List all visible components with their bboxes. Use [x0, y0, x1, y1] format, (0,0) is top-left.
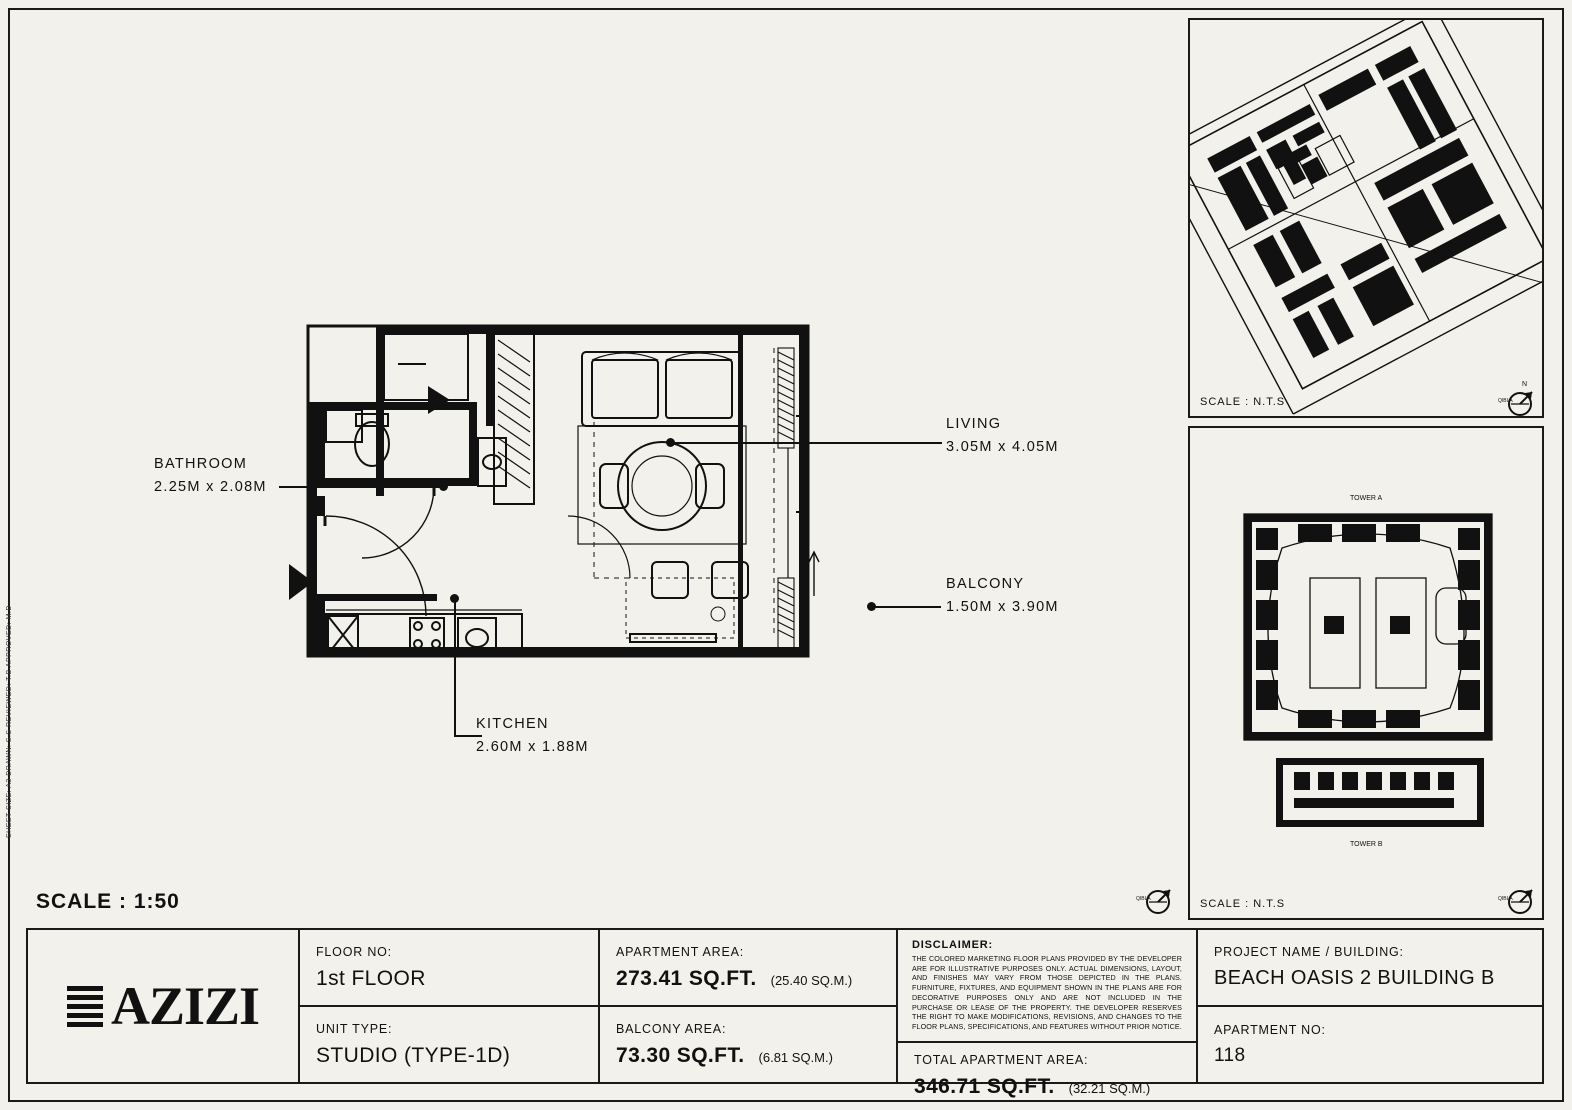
floor-plan-drawing — [26, 18, 1180, 920]
living-dims: 3.05M x 4.05M — [946, 439, 1059, 456]
apartment-area-metric: (25.40 SQ.M.) — [770, 972, 853, 988]
logo-bars-icon — [67, 986, 103, 1027]
plan-scale-label: SCALE : 1:50 — [36, 890, 180, 913]
svg-text:QIBLA: QIBLA — [1498, 398, 1513, 404]
floor-key-plan-scale: SCALE : N.T.S — [1200, 898, 1286, 910]
total-area-caption: TOTAL APARTMENT AREA: — [914, 1052, 1089, 1067]
total-area-metric: (32.21 SQ.M.) — [1068, 1080, 1151, 1096]
balcony-leader-line — [875, 606, 941, 608]
kitchen-dims: 2.60M x 1.88M — [476, 739, 589, 756]
compass-north-icon-floor — [1498, 880, 1532, 914]
title-block — [26, 928, 1544, 1098]
tower-b-label: TOWER B — [1350, 841, 1383, 848]
svg-text:N: N — [1522, 381, 1528, 388]
project-value: BEACH OASIS 2 BUILDING B — [1214, 967, 1495, 989]
balcony-area-caption: BALCONY AREA: — [616, 1021, 727, 1036]
floor-no-value: 1st FLOOR — [316, 966, 426, 990]
project-name-cell — [1198, 930, 1542, 1007]
bathroom-name: BATHROOM — [154, 456, 248, 472]
living-name: LIVING — [946, 416, 1002, 432]
unit-type-cell — [300, 1007, 598, 1082]
unit-type-caption: UNIT TYPE: — [316, 1021, 393, 1036]
bathroom-dims: 2.25M x 2.08M — [154, 479, 267, 496]
disclaimer-body: THE COLORED MARKETING FLOOR PLANS PROVIDED BY THE DEVELOPER ARE FOR ILLUSTRATIVE PURPOSES ONLY. ACTUAL DIMENSIONS, LAYOUT, AND FINISHES MAY VARY FROM THOSE DEPICTED IN THE PLANS. FURNITURE, FIXTURES, AND EQUIPMENT SHOWN IN THE PLANS ARE FOR DECORATIVE PURPOSES ONLY AND ARE NOT INCLUDED IN THE PURCHASE OR LEASE OF THE PROPERTY. THE DEVELOPER RESERVES THE RIGHT TO MAKE MODIFICATIONS, REVISIONS, AND CHANGES TO THE FLOOR PLANS, SPECIFICATIONS, AND FEATURES WITHOUT PRIOR NOTICE. — [912, 954, 1182, 1032]
room-label-kitchen — [476, 713, 589, 759]
project-column — [1198, 930, 1542, 1082]
total-area-value: 346.71 SQ.FT. — [914, 1074, 1055, 1098]
balcony-area-cell — [600, 1007, 896, 1082]
apartment-area-value: 273.41 SQ.FT. — [616, 966, 757, 990]
total-area-cell — [898, 1043, 1196, 1109]
floor-key-plan-panel — [1188, 426, 1544, 920]
room-label-living — [946, 413, 1059, 459]
logo-text: AZIZI — [110, 976, 260, 1036]
floor-key-plan-vector — [1190, 428, 1542, 918]
living-leader-line — [674, 442, 942, 444]
unit-type-value: STUDIO (TYPE-1D) — [316, 1043, 511, 1067]
disclaimer-caption: DISCLAIMER: — [912, 939, 993, 951]
sheet-edge-note: SHEET SIZE: A3 DRAWN: S.S REVIEWED: T.B APPROVED: M.D — [6, 605, 13, 838]
floor-no-cell — [300, 930, 598, 1007]
project-caption: PROJECT NAME / BUILDING: — [1214, 945, 1404, 959]
balcony-area-value: 73.30 SQ.FT. — [616, 1043, 745, 1067]
svg-text:QIBLA: QIBLA — [1136, 896, 1151, 902]
svg-text:QIBLA: QIBLA — [1498, 896, 1513, 902]
room-label-bathroom — [154, 453, 267, 499]
kitchen-leader-line-v — [454, 598, 456, 736]
tower-a-label: TOWER A — [1350, 495, 1383, 502]
balcony-dims: 1.50M x 3.90M — [946, 599, 1059, 616]
compass-north-icon-plan — [1136, 880, 1170, 914]
site-key-plan-panel — [1188, 18, 1544, 418]
disclaimer-cell — [898, 930, 1196, 1043]
area-column — [600, 930, 898, 1082]
floor-no-caption: FLOOR NO: — [316, 944, 392, 959]
site-key-plan-vector — [1190, 20, 1542, 416]
balcony-area-metric: (6.81 SQ.M.) — [758, 1049, 833, 1065]
apartment-no-caption: APARTMENT NO: — [1214, 1022, 1326, 1037]
room-label-balcony — [946, 573, 1059, 619]
disclaimer-column — [898, 930, 1198, 1098]
apartment-area-cell — [600, 930, 896, 1007]
balcony-name: BALCONY — [946, 576, 1025, 592]
site-key-plan-scale: SCALE : N.T.S — [1200, 396, 1286, 408]
brand-logo — [28, 930, 300, 1082]
apartment-no-value: 118 — [1214, 1044, 1246, 1066]
kitchen-name: KITCHEN — [476, 716, 549, 732]
floor-unit-column — [300, 930, 600, 1082]
apartment-no-cell — [1198, 1007, 1542, 1082]
apartment-area-caption: APARTMENT AREA: — [616, 944, 745, 959]
bathroom-leader-line — [279, 486, 444, 488]
compass-north-icon-site — [1498, 378, 1532, 412]
